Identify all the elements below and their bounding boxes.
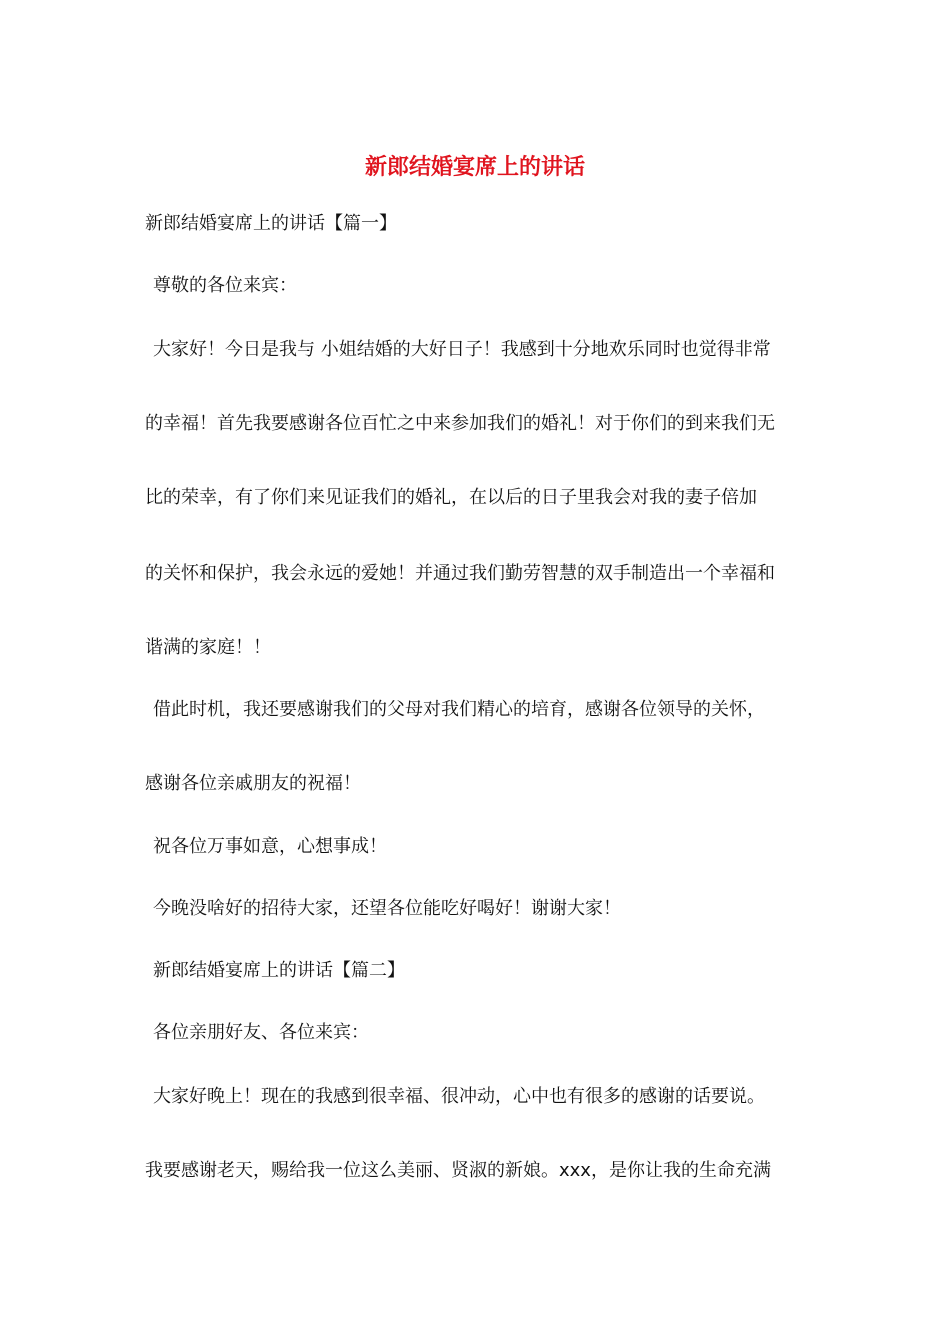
paragraph-line: 我要感谢老天，赐给我一位这么美丽、贤淑的新娘。xxx，是你让我的生命充满 [145,1160,771,1181]
paragraph-line: 感谢各位亲戚朋友的祝福！ [145,773,361,794]
paragraph-line: 祝各位万事如意，心想事成！ [153,836,387,857]
paragraph-line: 的幸福！首先我要感谢各位百忙之中来参加我们的婚礼！对于你们的到来我们无 [145,413,775,434]
paragraph-line: 谐满的家庭！！ [145,637,271,658]
paragraph-line: 借此时机，我还要感谢我们的父母对我们精心的培育，感谢各位领导的关怀， [153,699,765,720]
greeting-line: 尊敬的各位来宾： [153,275,297,296]
paragraph-line: 大家好晚上！现在的我感到很幸福、很冲动，心中也有很多的感谢的话要说。 [153,1086,765,1107]
document-title: 新郎结婚宴席上的讲话 [364,154,585,180]
greeting-line: 各位亲朋好友、各位来宾： [153,1022,369,1043]
section-heading-1: 新郎结婚宴席上的讲话【篇一】 [145,213,397,234]
section-heading-2: 新郎结婚宴席上的讲话【篇二】 [153,960,405,981]
paragraph-line: 的关怀和保护，我会永远的爱她！并通过我们勤劳智慧的双手制造出一个幸福和 [145,563,775,584]
paragraph-line: 大家好！今日是我与 小姐结婚的大好日子！我感到十分地欢乐同时也觉得非常 [153,339,771,360]
paragraph-line: 比的荣幸，有了你们来见证我们的婚礼，在以后的日子里我会对我的妻子倍加 [145,487,757,508]
paragraph-line: 今晚没啥好的招待大家，还望各位能吃好喝好！谢谢大家！ [153,898,621,919]
